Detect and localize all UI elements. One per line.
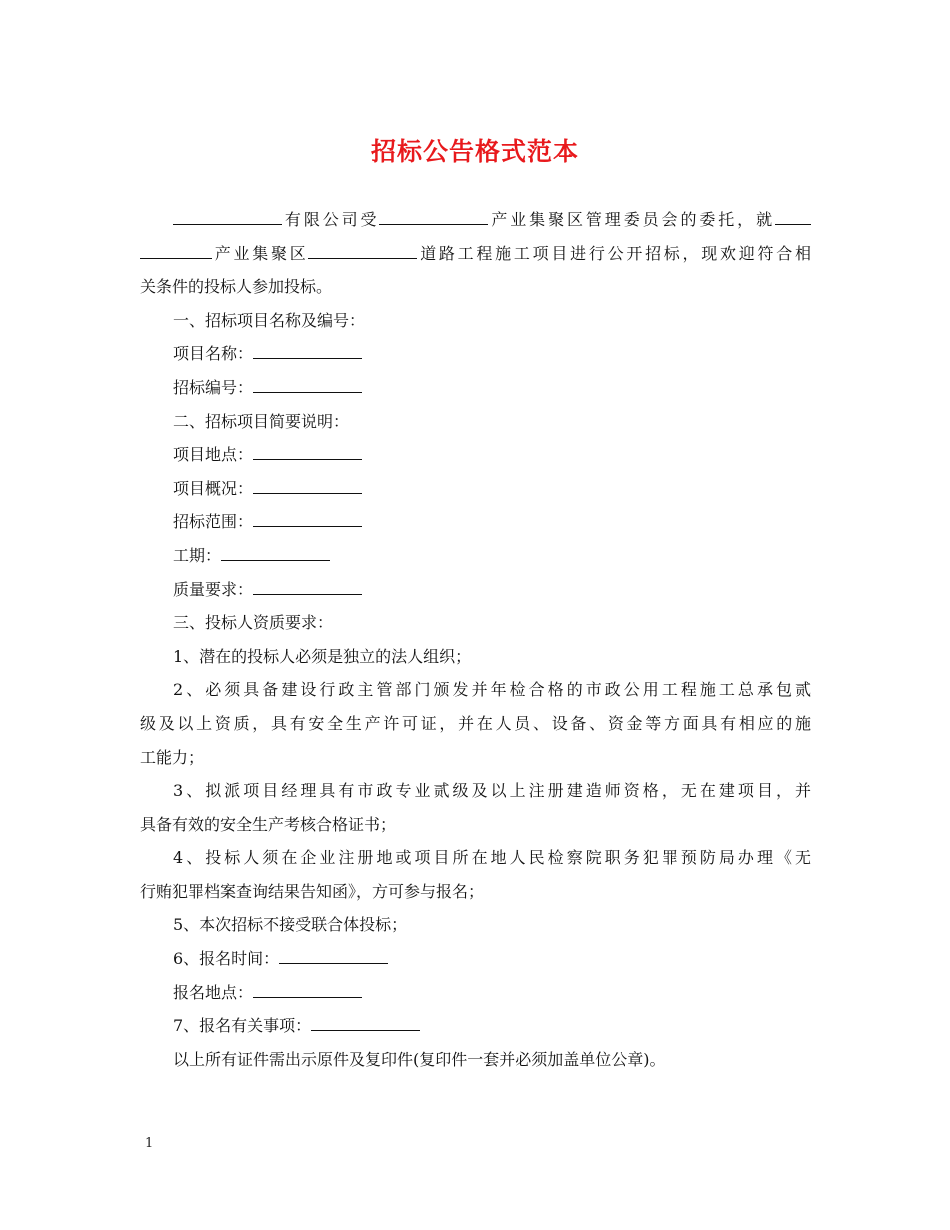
field-project-location	[140, 438, 811, 472]
blank-field	[253, 578, 362, 595]
field-tender-scope	[140, 505, 811, 539]
field-label: 招标编号：	[173, 377, 254, 397]
closing-note: 以上所有证件需出示原件及复印件(复印件一套并必须加盖单位公章)。	[173, 1049, 666, 1069]
blank-field	[253, 981, 362, 998]
blank-field	[221, 544, 330, 561]
field-registration-matters	[140, 1009, 811, 1043]
blank-field	[279, 947, 388, 964]
field-project-name	[140, 337, 811, 371]
field-label: 项目地点：	[173, 445, 254, 465]
field-registration-time	[140, 942, 811, 976]
field-label: 招标范围：	[173, 512, 254, 532]
field-label: 项目概况：	[173, 478, 254, 498]
field-label: 报名地点：	[173, 982, 254, 1002]
section-3-heading: 三、投标人资质要求：	[173, 613, 334, 633]
document-title: 招标公告格式范本	[370, 137, 579, 166]
blank-field	[253, 342, 362, 359]
intro-text: 产业集聚区管理委员会的委托，就	[488, 210, 775, 229]
section-2-heading: 二、招标项目简要说明：	[173, 411, 350, 431]
requirement-4-line-2: 行贿犯罪档案查询结果告知函》，方可参与报名；	[140, 881, 485, 901]
page-number: 1	[145, 1136, 154, 1151]
intro-line-1	[140, 203, 811, 237]
intro-text: 道路工程施工项目进行公开招标，现欢迎符合相	[417, 243, 811, 263]
field-label: 项目名称：	[173, 344, 254, 364]
intro-line-3: 关条件的投标人参加投标。	[140, 277, 333, 297]
intro-text: 产业集聚区	[212, 243, 309, 263]
field-label: 质量要求：	[173, 579, 254, 599]
requirement-2-line-3: 工能力；	[140, 747, 205, 767]
field-period	[140, 539, 811, 573]
requirement-4-line-1: 4、投标人须在企业注册地或项目所在地人民检察院职务犯罪预防局办理《无	[173, 848, 811, 868]
blank-district	[379, 208, 488, 225]
blank-field	[311, 1014, 420, 1031]
requirement-2-line-2: 级及以上资质，具有安全生产许可证，并在人员、设备、资金等方面具有相应的施	[140, 713, 811, 733]
field-label: 7、报名有关事项：	[173, 1016, 312, 1036]
requirement-2-line-1: 2、必须具备建设行政主管部门颁发并年检合格的市政公用工程施工总承包贰	[173, 680, 811, 700]
blank-field	[253, 376, 362, 393]
blank-company	[173, 208, 282, 225]
blank-field	[253, 443, 362, 460]
intro-text: 有限公司受	[282, 210, 380, 229]
blank-project-cont	[140, 242, 212, 259]
field-label: 6、报名时间：	[173, 949, 280, 969]
field-label: 工期：	[173, 545, 222, 565]
document-body	[140, 203, 811, 1076]
blank-field	[253, 510, 362, 527]
requirement-5: 5、本次招标不接受联合体投标；	[173, 915, 408, 935]
section-1-heading: 一、招标项目名称及编号：	[173, 310, 366, 330]
requirement-3-line-1: 3、拟派项目经理具有市政专业贰级及以上注册建造师资格，无在建项目，并	[173, 781, 811, 801]
requirement-3-line-2: 具备有效的安全生产考核合格证书；	[140, 814, 397, 834]
field-registration-place	[140, 976, 811, 1010]
field-project-overview	[140, 472, 811, 506]
blank-road	[308, 242, 417, 259]
field-tender-number	[140, 371, 811, 405]
blank-project-start	[775, 208, 811, 225]
blank-field	[253, 477, 362, 494]
requirement-1: 1、潜在的投标人必须是独立的法人组织；	[173, 646, 472, 666]
intro-line-2	[140, 237, 811, 271]
field-quality	[140, 573, 811, 607]
